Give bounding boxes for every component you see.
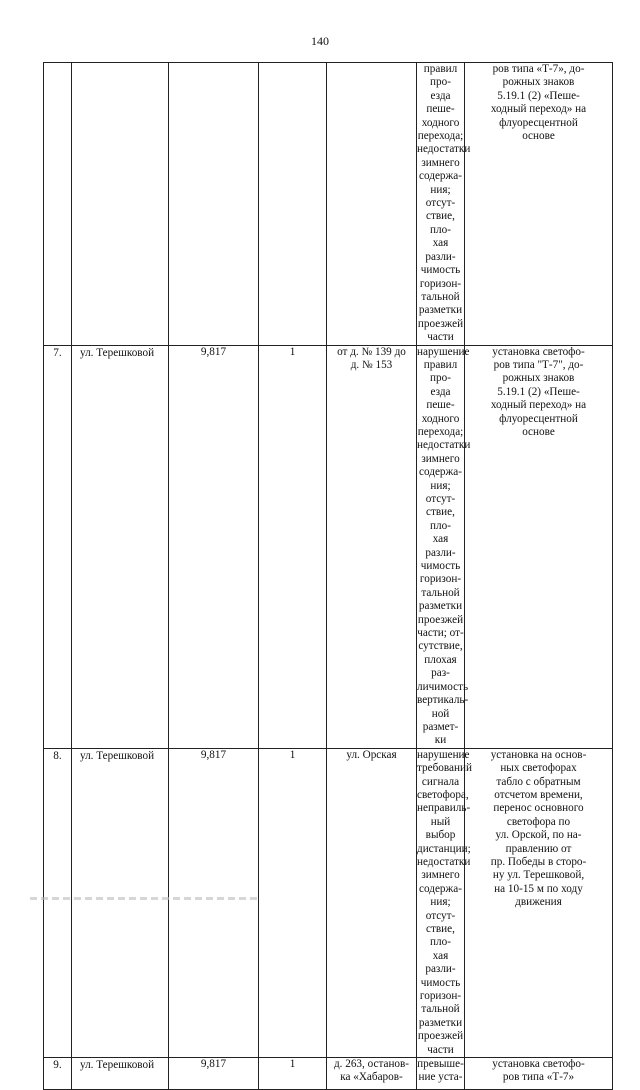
street-cell: ул. Терешковой bbox=[72, 345, 169, 748]
scan-artifact bbox=[30, 897, 260, 900]
problem-text: правил про- езда пеше- ходного перехода; недостатки зимнего содержа- ния; отсут- ствие, пло- хая разли- чимость горизон- тальной разметки проезжей части bbox=[417, 63, 471, 344]
location-text: ул. Орская bbox=[346, 748, 397, 761]
value-cell bbox=[169, 63, 259, 346]
problem-text: нарушение правил про- езда пеше- ходного перехода; недостатки зимнего содержа- ния; отсут- ствие, пло- хая разли- чимость горизон- тальной разметки проезжей части; от- сутствие, плохая раз- личимость вертикаль- ной размет- ки bbox=[417, 345, 471, 747]
measure-cell bbox=[465, 345, 613, 748]
location-cell bbox=[327, 63, 417, 346]
table-row bbox=[44, 748, 613, 1057]
table-row bbox=[44, 345, 613, 748]
row-number bbox=[44, 63, 72, 346]
street-cell: ул. Терешковой bbox=[72, 748, 169, 1057]
measure-cell bbox=[465, 1058, 613, 1090]
location-cell bbox=[327, 748, 417, 1057]
count-cell bbox=[259, 63, 327, 346]
measure-text: установка светофо- ров типа «Т-7» bbox=[492, 1058, 585, 1084]
page-number: 140 bbox=[311, 34, 329, 48]
count-cell: 1 bbox=[259, 345, 327, 748]
problem-cell bbox=[417, 748, 472, 1057]
table-row bbox=[44, 1058, 613, 1090]
location-cell bbox=[327, 345, 417, 748]
problem-cell bbox=[417, 63, 471, 346]
row-number: 8. bbox=[44, 748, 72, 1057]
count-cell: 1 bbox=[259, 1058, 327, 1090]
measure-text: ров типа «Т-7», до- рожных знаков 5.19.1 (2) «Пеше- ходный переход» на флуоресцентной основе bbox=[490, 63, 587, 143]
measure-text: установка на основ- ных светофорах табло с обратным отсчетом времени, перенос основного светофора по ул. Орской, по на- правлению от пр. Победы в сторо- ну ул. Терешковой, на 10-15 м по ходу движения bbox=[490, 748, 587, 909]
problem-cell bbox=[417, 1058, 465, 1090]
street-cell bbox=[72, 63, 169, 346]
data-table bbox=[43, 62, 613, 1090]
location-text: от д. № 139 до д. № 153 bbox=[337, 345, 406, 371]
table-row bbox=[44, 63, 613, 346]
street-cell: ул. Терешковой bbox=[72, 1058, 169, 1090]
problem-cell bbox=[417, 345, 471, 748]
location-text: д. 263, останов- ка «Хабаров- bbox=[333, 1058, 410, 1084]
location-cell bbox=[327, 1058, 417, 1090]
problem-text: нарушение требований сигнала светофора, неправиль- ный выбор дистанции; недостатки зимнего содержа- ния; отсут- ствие, пло- хая разли- чимость горизон- тальной разметки проезжей части bbox=[417, 748, 472, 1056]
value-cell: 9,817 bbox=[169, 1058, 259, 1090]
row-number: 7. bbox=[44, 345, 72, 748]
row-number: 9. bbox=[44, 1058, 72, 1090]
count-cell: 1 bbox=[259, 748, 327, 1057]
measure-cell bbox=[465, 748, 613, 1057]
value-cell: 9,817 bbox=[169, 748, 259, 1057]
value-cell: 9,817 bbox=[169, 345, 259, 748]
measure-cell bbox=[465, 63, 613, 346]
measure-text: установка светофо- ров типа "Т-7", до- рожных знаков 5.19.1 (2) «Пеше- ходный переход» на флуоресцентной основе bbox=[490, 345, 587, 438]
problem-text: превыше- ние уста- bbox=[417, 1058, 464, 1084]
